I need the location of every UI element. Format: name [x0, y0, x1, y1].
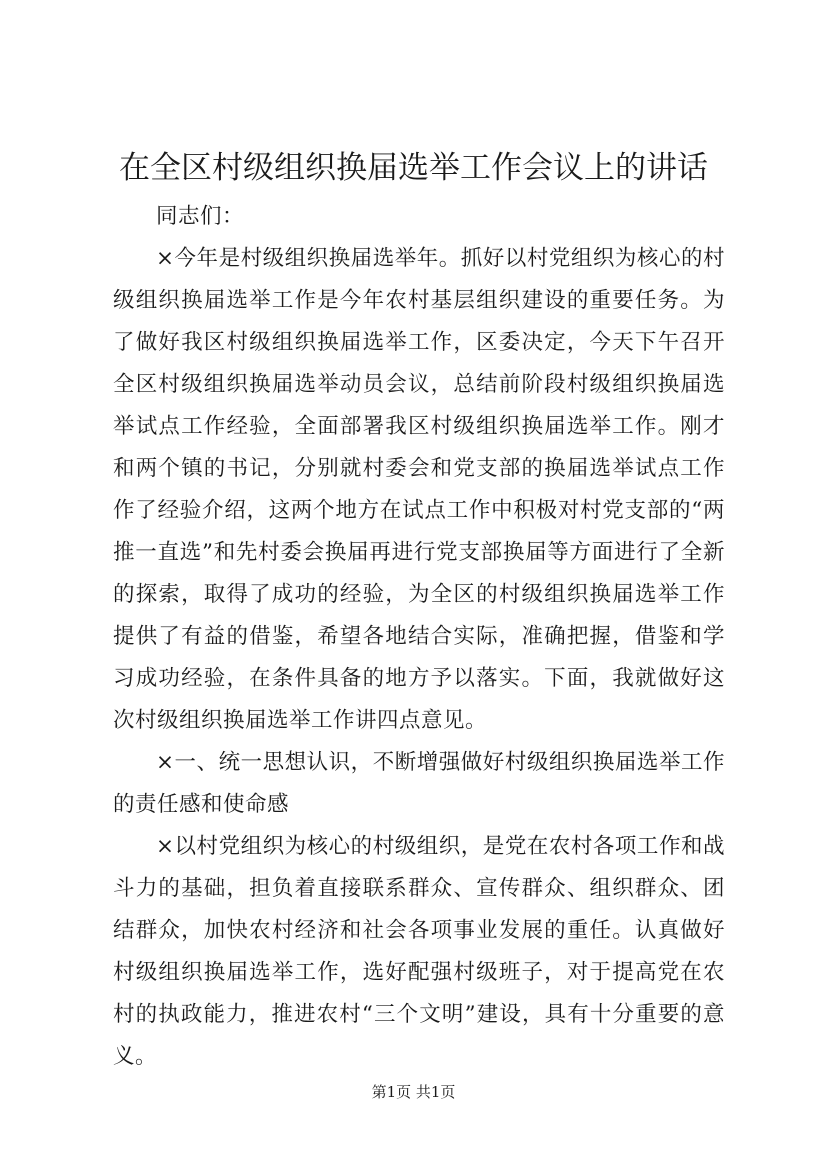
paragraph-intro: ×今年是村级组织换届选举年。抓好以村党组织为核心的村级组织换届选举工作是今年农村基层组织建设的重要任务。为了做好我区村级组织换届选举工作，区委决定，今天下午召开全区村级组织换届选举动员会议，总结前阶段村级组织换届选举试点工作经验，全面部署我区村级组织换届选举工作。刚才和两个镇的书记，分别就村委会和党支部的换届选举试点工作作了经验介绍，这两个地方在试点工作中积极对村党支部的“两推一直选”和先村委会换届再进行党支部换届等方面进行了全新的探索，取得了成功的经验，为全区的村级组织换届选举工作提供了有益的借鉴，希望各地结合实际，准确把握，借鉴和学习成功经验，在条件具备的地方予以落实。下面，我就做好这次村级组织换届选举工作讲四点意见。 — [113, 246, 725, 733]
paragraph-section-heading: ×一、统一思想认识，不断增强做好村级组织换届选举工作的责任感和使命感 — [113, 750, 725, 817]
page-footer: 第1页 共1页 — [371, 1083, 456, 1101]
document-title: 在全区村级组织换届选举工作会议上的讲话 — [119, 150, 708, 186]
salutation: 同志们： — [156, 204, 245, 229]
document-body — [113, 196, 725, 1078]
paragraph-section-body: ×以村党组织为核心的村级组织，是党在农村各项工作和战斗力的基础，担负着直接联系群众、宣传群众、组织群众、团结群众，加快农村经济和社会各项事业发展的重任。认真做好村级组织换届选举工作，选好配强村级班子，对于提高党在农村的执政能力，推进农村“三个文明”建设，具有十分重要的意义。 — [113, 834, 725, 1069]
